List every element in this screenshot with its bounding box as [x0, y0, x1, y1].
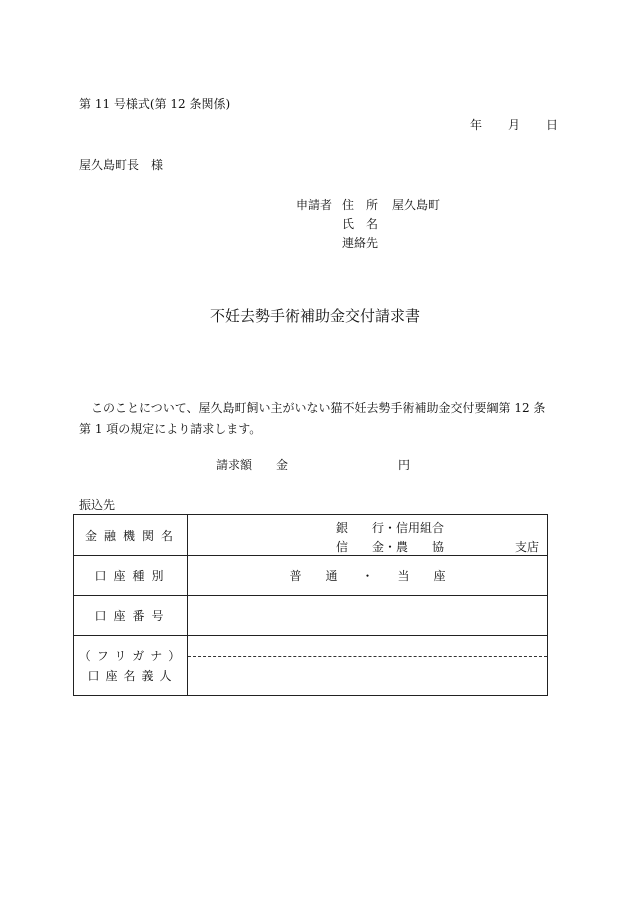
account-type-label: 口座種別 — [74, 556, 188, 596]
transfer-label: 振込先 — [79, 498, 116, 512]
institution-line1: 銀 行・信用組合 — [336, 521, 445, 535]
form-number: 第 11 号様式(第 12 条関係) — [79, 97, 231, 111]
institution-cell[interactable] — [188, 515, 548, 556]
applicant-prefix: 申請者 — [296, 198, 333, 212]
account-number-label: 口座番号 — [74, 596, 188, 636]
institution-row — [74, 515, 548, 556]
branch-label: 支店 — [514, 540, 539, 554]
address-label: 住 所 — [342, 198, 379, 212]
holder-label-cell — [74, 636, 188, 696]
holder-cell[interactable] — [188, 636, 548, 696]
amount-unit: 円 — [398, 458, 411, 472]
body-text: このことについて、屋久島町飼い主がいない猫不妊去勢手術補助金交付要綱第 12 条第 1 項の規定により請求します。 — [79, 401, 546, 436]
name-label: 氏 名 — [342, 217, 379, 231]
applicant-name-row — [296, 217, 440, 236]
account-number-cell[interactable] — [188, 596, 548, 636]
addressee: 屋久島町長 様 — [79, 158, 164, 172]
account-type-row — [74, 556, 548, 596]
date-month: 月 — [508, 118, 521, 132]
applicant-block — [296, 198, 440, 255]
amount-line — [216, 458, 410, 472]
amount-label: 請求額 — [216, 458, 253, 472]
account-type-value[interactable]: 普 通 ・ 当 座 — [188, 556, 548, 596]
applicant-address-row — [296, 198, 440, 217]
date-line — [470, 118, 560, 132]
account-holder-row — [74, 636, 548, 696]
document-title: 不妊去勢手術補助金交付請求書 — [209, 307, 420, 325]
holder-label: 口座名義人 — [87, 668, 178, 683]
bank-table — [73, 514, 548, 696]
institution-line2: 信 金・農 協 — [336, 540, 445, 554]
furigana-label: （フリガナ） — [78, 648, 187, 663]
institution-label: 金融機関名 — [74, 515, 188, 556]
applicant-contact-row — [296, 236, 440, 255]
account-number-row — [74, 596, 548, 636]
amount-currency: 金 — [276, 458, 289, 472]
date-day: 日 — [546, 118, 559, 132]
address-value: 屋久島町 — [392, 198, 441, 212]
date-year: 年 — [470, 118, 483, 132]
furigana-divider — [188, 656, 547, 657]
contact-label: 連絡先 — [342, 236, 379, 250]
